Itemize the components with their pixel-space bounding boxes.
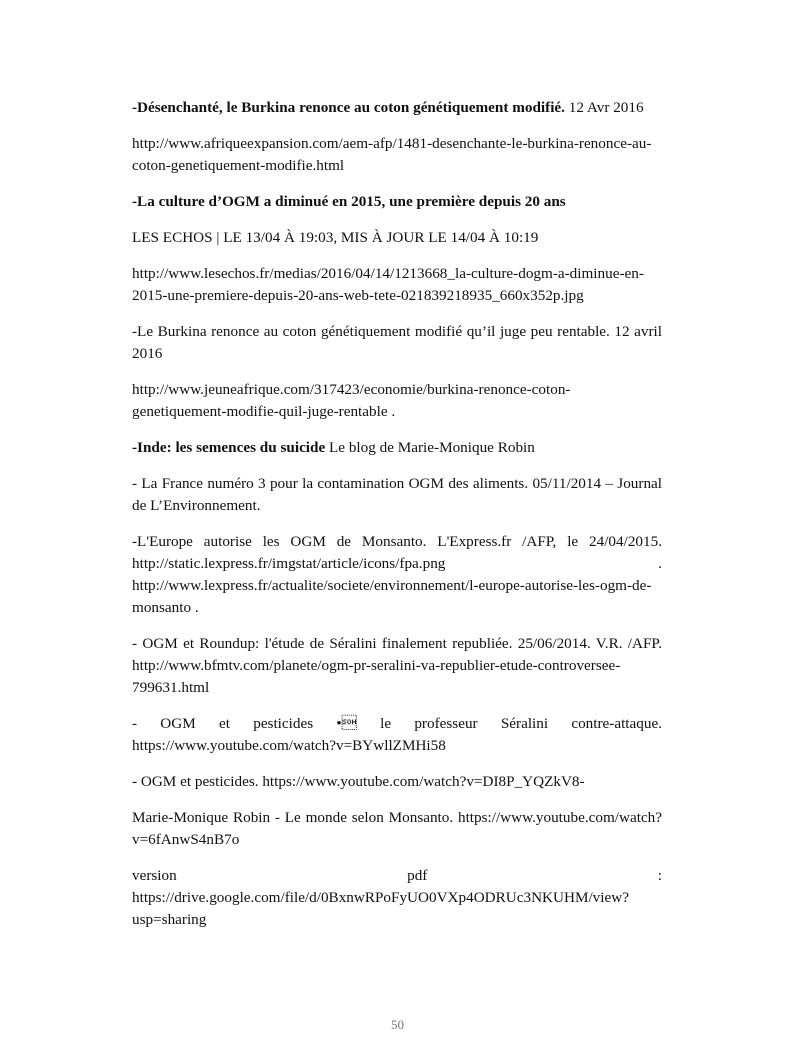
ref-date: 12 Avr 2016 bbox=[564, 99, 644, 116]
ref-ogm-pesticides-seralini bbox=[132, 713, 662, 757]
ref-text: -L'Europe autorise les OGM de Monsanto. L'Express.fr /AFP, le 24/04/2015. http://static.lexpress.fr/imgstat/article/icons/fpa.png . http://www.lexpress.fr/actualite/societe/environnement/l-europe-autorise-les-ogm-de-monsanto . bbox=[132, 533, 662, 616]
ref-culture-ogm-title bbox=[132, 191, 662, 213]
ref-url-jeuneafrique bbox=[132, 379, 662, 423]
ref-title: -Désenchanté, le Burkina renonce au coton génétiquement modifié. bbox=[132, 99, 565, 116]
ref-url: http://www.jeuneafrique.com/317423/economie/burkina-renonce-coton-genetiquement-modifie-quil-juge-rentable . bbox=[132, 381, 571, 420]
ref-text: - OGM et pesticides • le professeur Séralini contre-attaque. https://www.youtube.com/watch?v=BYwllZMHi58 bbox=[132, 715, 662, 754]
ref-ogm-roundup bbox=[132, 633, 662, 699]
ref-text: -Le Burkina renonce au coton génétiquement modifié qu’il juge peu rentable. 12 avril 2016 bbox=[132, 323, 662, 362]
ref-text: version pdf : https://drive.google.com/file/d/0BxnwRPoFyUO0VXp4ODRUc3NKUHM/view?usp=sharing bbox=[132, 867, 662, 928]
ref-text: Marie-Monique Robin - Le monde selon Monsanto. https://www.youtube.com/watch?v=6fAnwS4nB7o bbox=[132, 809, 662, 848]
ref-les-echos-dateline bbox=[132, 227, 662, 249]
ref-ogm-pesticides bbox=[132, 771, 662, 793]
page-number: 50 bbox=[391, 1017, 404, 1032]
ref-source: Le blog de Marie-Monique Robin bbox=[325, 439, 535, 456]
ref-url: http://www.lesechos.fr/medias/2016/04/14/1213668_la-culture-dogm-a-diminue-en-2015-une-premiere-depuis-20-ans-web-tete-021839218935_660x352p.jpg bbox=[132, 265, 644, 304]
ref-burkina-renonce bbox=[132, 321, 662, 365]
ref-url-afriqueexpansion bbox=[132, 133, 662, 177]
ref-europe-autorise bbox=[132, 531, 662, 619]
ref-france-contamination bbox=[132, 473, 662, 517]
ref-url-lesechos bbox=[132, 263, 662, 307]
ref-version-pdf bbox=[132, 865, 662, 931]
ref-title: -Inde: les semences du suicide bbox=[132, 439, 326, 456]
ref-text: - OGM et Roundup: l'étude de Séralini finalement republiée. 25/06/2014. V.R. /AFP. http://www.bfmtv.com/planete/ogm-pr-seralini-va-republier-etude-controversee-799631.html bbox=[132, 635, 662, 696]
ref-burkina-desenchante bbox=[132, 97, 662, 119]
ref-monde-selon-monsanto bbox=[132, 807, 662, 851]
ref-dateline: LES ECHOS | LE 13/04 À 19:03, MIS À JOUR LE 14/04 À 10:19 bbox=[132, 229, 539, 246]
ref-inde-semences bbox=[132, 437, 662, 459]
ref-title: -La culture d’OGM a diminué en 2015, une première depuis 20 ans bbox=[132, 193, 566, 210]
ref-url: http://www.afriqueexpansion.com/aem-afp/1481-desenchante-le-burkina-renonce-au-coton-genetiquement-modifie.html bbox=[132, 135, 652, 174]
ref-text: - La France numéro 3 pour la contamination OGM des aliments. 05/11/2014 – Journal de L’Environnement. bbox=[132, 475, 662, 514]
ref-text: - OGM et pesticides. https://www.youtube.com/watch?v=DI8P_YQZkV8- bbox=[132, 773, 585, 790]
references-list bbox=[132, 97, 662, 945]
